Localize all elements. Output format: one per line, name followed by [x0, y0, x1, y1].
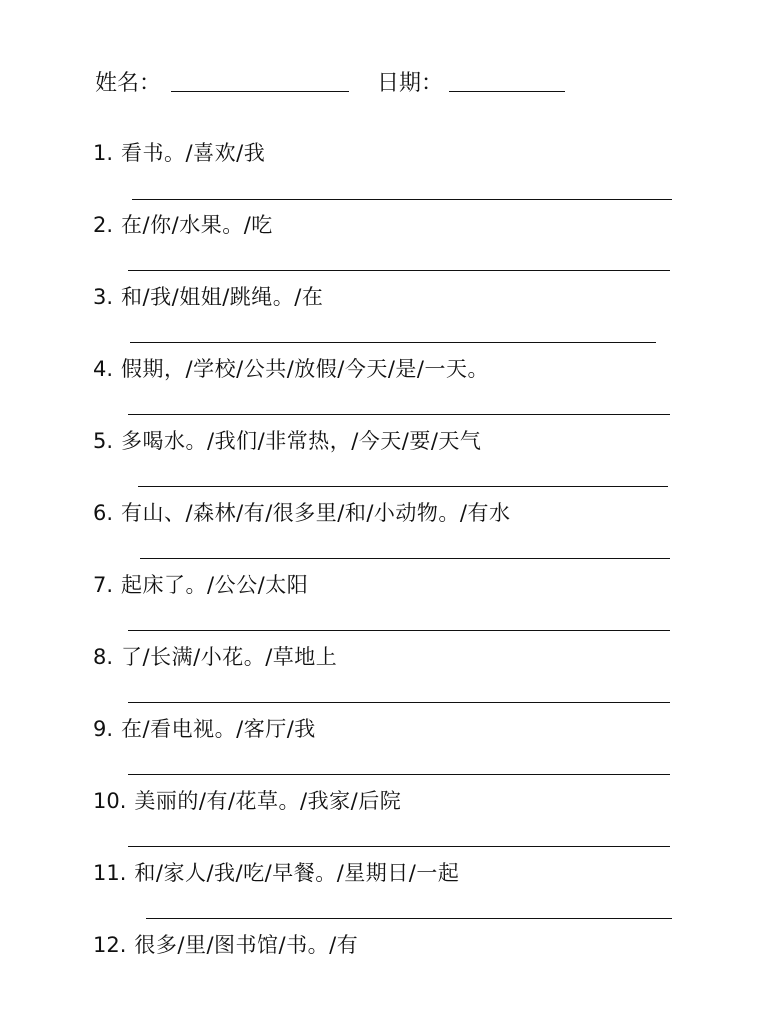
question-number: 1.: [93, 141, 114, 165]
question-number: 8.: [93, 645, 114, 669]
question-item: [93, 928, 358, 962]
date-label: 日期：: [377, 71, 444, 96]
question-item: [93, 568, 308, 602]
answer-line[interactable]: [138, 486, 668, 487]
question-number: 11.: [93, 861, 127, 885]
answer-line[interactable]: [146, 918, 672, 919]
question-number: 9.: [93, 717, 114, 741]
question-text: 在/看电视。/客厅/我: [121, 717, 316, 741]
question-text: 有山、/森林/有/很多里/和/小动物。/有水: [121, 501, 511, 525]
question-text: 起床了。/公公/太阳: [121, 573, 309, 597]
question-number: 6.: [93, 501, 114, 525]
answer-line[interactable]: [140, 558, 670, 559]
question-item: [93, 496, 511, 530]
answer-line[interactable]: [128, 774, 670, 775]
question-text: 看书。/喜欢/我: [121, 141, 266, 165]
question-text: 在/你/水果。/吃: [121, 213, 273, 237]
answer-line[interactable]: [128, 702, 670, 703]
question-text: 了/长满/小花。/草地上: [121, 645, 338, 669]
question-item: [93, 352, 489, 386]
question-number: 2.: [93, 213, 114, 237]
question-item: [93, 280, 323, 314]
name-label: 姓名：: [95, 71, 162, 96]
question-number: 7.: [93, 573, 114, 597]
answer-line[interactable]: [128, 846, 670, 847]
question-text: 和/我/姐姐/跳绳。/在: [121, 285, 324, 309]
question-number: 10.: [93, 789, 127, 813]
question-item: [93, 424, 481, 458]
worksheet-header: [95, 64, 695, 104]
question-text: 很多/里/图书馆/书。/有: [134, 933, 359, 957]
answer-line[interactable]: [128, 270, 670, 271]
question-item: [93, 640, 337, 674]
question-number: 3.: [93, 285, 114, 309]
question-number: 12.: [93, 933, 127, 957]
question-text: 美丽的/有/花草。/我家/后院: [134, 789, 402, 813]
question-text: 假期，/学校/公共/放假/今天/是/一天。: [121, 357, 489, 381]
question-item: [93, 856, 459, 890]
question-number: 5.: [93, 429, 114, 453]
question-item: [93, 208, 273, 242]
question-text: 多喝水。/我们/非常热，/今天/要/天气: [121, 429, 482, 453]
name-blank[interactable]: [171, 91, 349, 92]
question-number: 4.: [93, 357, 114, 381]
question-text: 和/家人/我/吃/早餐。/星期日/一起: [134, 861, 460, 885]
question-item: [93, 712, 316, 746]
answer-line[interactable]: [132, 199, 672, 200]
date-blank[interactable]: [449, 91, 565, 92]
question-item: [93, 784, 401, 818]
question-item: [93, 136, 265, 170]
answer-line[interactable]: [130, 342, 656, 343]
answer-line[interactable]: [128, 414, 670, 415]
answer-line[interactable]: [128, 630, 670, 631]
